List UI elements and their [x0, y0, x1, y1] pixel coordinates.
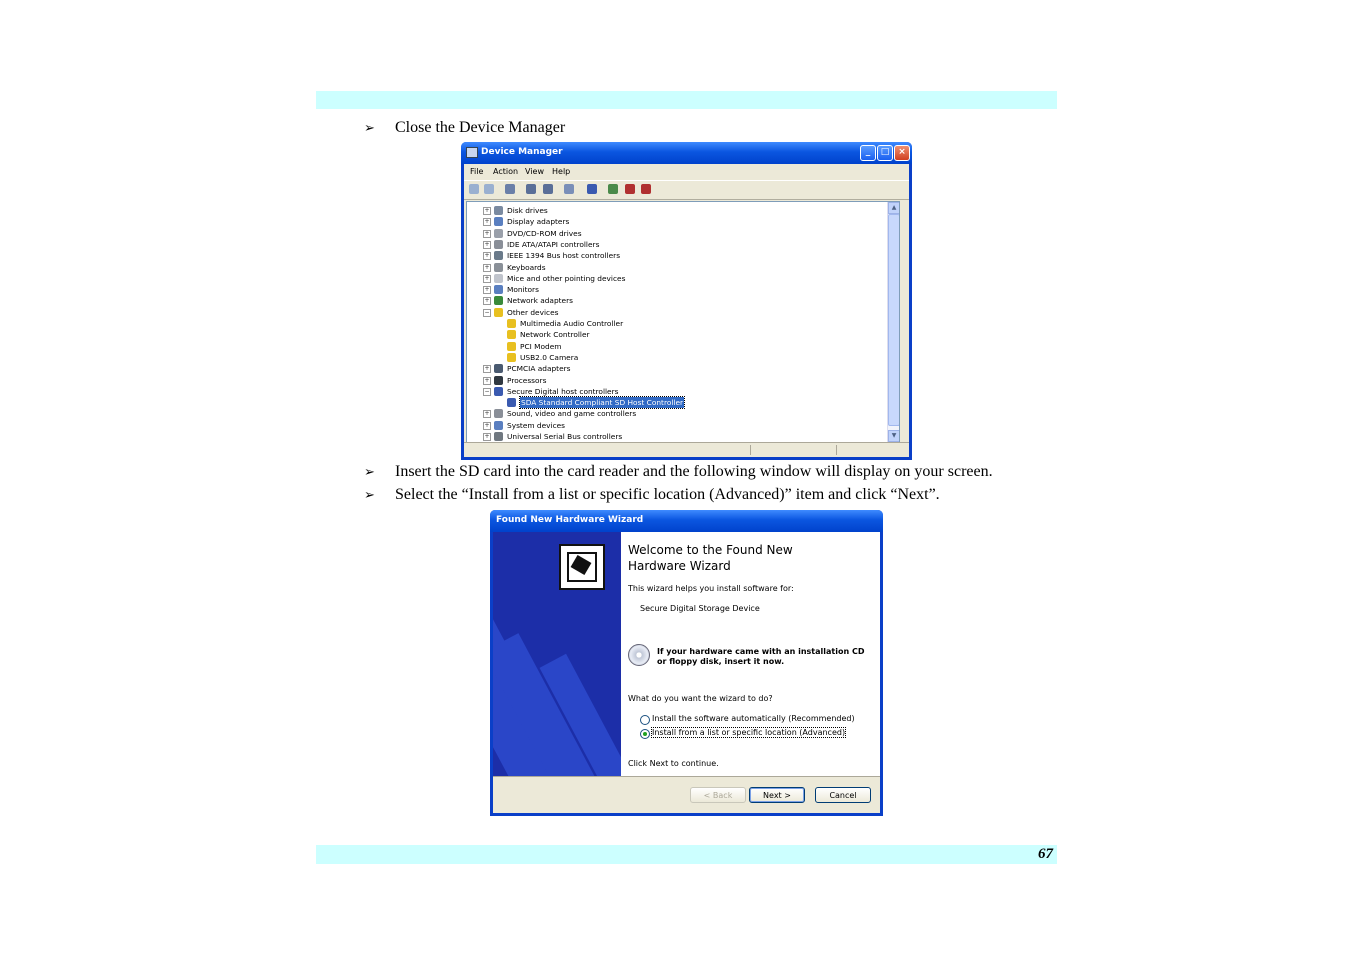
wizard-heading: Welcome to the Found New Hardware Wizard — [628, 543, 793, 573]
bullet-text: Insert the SD card into the card reader and the following window will display on your screen. — [395, 463, 993, 480]
device-tree-label: PCI Modem — [520, 341, 562, 351]
device-tree-label: Network Controller — [520, 330, 590, 340]
device-manager-body — [464, 164, 909, 457]
minimize-icon[interactable]: _ — [860, 145, 876, 161]
device-tree-item[interactable] — [467, 397, 887, 408]
bullet-text: Select the “Install from a list or specific location (Advanced)” item and click “Next”. — [395, 486, 940, 503]
wizard-button-bar — [493, 776, 880, 813]
device-category-icon — [494, 251, 503, 260]
device-tree-item[interactable] — [467, 250, 887, 261]
device-tree-label: PCMCIA adapters — [507, 364, 571, 374]
device-category-icon — [507, 330, 516, 339]
device-tree-item[interactable] — [467, 239, 887, 250]
device-tree-item[interactable] — [467, 341, 887, 352]
expand-icon[interactable]: + — [484, 286, 490, 294]
expand-icon[interactable]: + — [484, 218, 490, 226]
device-category-icon — [494, 285, 503, 294]
header-band — [316, 91, 1057, 109]
device-manager-window — [461, 142, 912, 460]
device-manager-title: Device Manager — [481, 147, 563, 157]
close-icon[interactable]: × — [894, 145, 910, 161]
device-category-icon — [507, 342, 516, 351]
device-tree-label: Network adapters — [507, 296, 573, 306]
device-tree-label: System devices — [507, 420, 566, 430]
scroll-down-icon[interactable]: ▼ — [888, 430, 900, 442]
device-tree-label: Keyboards — [507, 262, 546, 272]
expand-icon[interactable]: + — [484, 376, 490, 384]
hardware-wizard-icon — [559, 544, 605, 590]
radio-install-from-list[interactable] — [640, 729, 650, 739]
device-tree-item[interactable] — [467, 318, 887, 329]
expand-icon[interactable]: + — [484, 433, 490, 440]
device-tree-label: Display adapters — [507, 217, 570, 227]
wizard-device-name: Secure Digital Storage Device — [640, 604, 760, 613]
device-tree-item[interactable] — [467, 386, 887, 397]
option-install-automatically[interactable]: Install the software automatically (Recommended) — [652, 714, 855, 723]
vertical-scrollbar[interactable] — [887, 202, 899, 442]
next-button[interactable]: Next > — [749, 787, 805, 803]
device-tree-label: Monitors — [507, 285, 539, 295]
cancel-button[interactable]: Cancel — [815, 787, 871, 803]
device-tree-label: Mice and other pointing devices — [507, 273, 626, 283]
wizard-cd-notice: If your hardware came with an installation CD or floppy disk, insert it now. — [657, 647, 865, 666]
view-icon[interactable] — [505, 184, 515, 194]
scan-hardware-icon[interactable] — [587, 184, 597, 194]
footer-band — [316, 845, 1057, 864]
device-tree-item[interactable] — [467, 307, 887, 318]
arrow-bullet-icon: ➢ — [364, 488, 375, 503]
device-tree-label: IEEE 1394 Bus host controllers — [507, 251, 621, 261]
device-category-icon — [494, 206, 503, 215]
expand-icon[interactable]: + — [484, 421, 490, 429]
back-arrow-icon[interactable] — [469, 184, 479, 194]
scroll-up-icon[interactable]: ▲ — [888, 202, 900, 214]
wizard-side-banner — [493, 532, 621, 777]
device-category-icon — [494, 432, 503, 441]
device-tree-item[interactable] — [467, 295, 887, 306]
bullet-insert-sd-card — [364, 463, 993, 481]
expand-icon[interactable]: + — [484, 365, 490, 373]
device-category-icon — [494, 387, 503, 396]
device-category-icon — [494, 296, 503, 305]
device-category-icon — [494, 421, 503, 430]
device-tree-label: DVD/CD-ROM drives — [507, 228, 582, 238]
update-driver-icon[interactable] — [608, 184, 618, 194]
page-number: 67 — [1038, 846, 1053, 862]
device-tree-item[interactable] — [467, 329, 887, 340]
disable-icon[interactable] — [641, 184, 651, 194]
found-new-hardware-wizard — [490, 510, 883, 816]
device-tree-label: Universal Serial Bus controllers — [507, 432, 623, 441]
wizard-title: Found New Hardware Wizard — [496, 515, 644, 525]
device-tree-label: Secure Digital host controllers — [507, 386, 619, 396]
device-tree-label: Multimedia Audio Controller — [520, 319, 624, 328]
device-category-icon — [494, 263, 503, 272]
expand-icon[interactable]: + — [484, 240, 490, 248]
device-tree-item[interactable] — [467, 262, 887, 273]
device-tree-item[interactable] — [467, 273, 887, 284]
device-category-icon — [494, 217, 503, 226]
device-tree-label: Sound, video and game controllers — [507, 409, 637, 419]
status-bar — [464, 442, 909, 457]
device-tree — [466, 201, 900, 443]
device-tree-item[interactable] — [467, 420, 887, 431]
device-category-icon — [494, 229, 503, 238]
status-divider — [836, 445, 838, 455]
device-tree-label: Disk drives — [507, 206, 548, 215]
device-category-icon — [494, 240, 503, 249]
expand-icon[interactable]: + — [484, 410, 490, 418]
menu-view[interactable]: View — [525, 167, 544, 176]
device-tree-item[interactable] — [467, 363, 887, 374]
device-category-icon — [494, 364, 503, 373]
device-category-icon — [507, 398, 516, 407]
device-category-icon — [507, 353, 516, 362]
expand-icon[interactable]: + — [484, 252, 490, 260]
forward-arrow-icon[interactable] — [484, 184, 494, 194]
device-category-icon — [507, 319, 516, 328]
device-tree-item[interactable] — [467, 205, 887, 216]
device-tree-item[interactable] — [467, 216, 887, 227]
device-tree-item[interactable] — [467, 408, 887, 419]
device-tree-label: Other devices — [507, 307, 559, 317]
expand-icon[interactable]: + — [484, 297, 490, 305]
expand-icon[interactable]: + — [484, 207, 490, 214]
wizard-continue-text: Click Next to continue. — [628, 759, 719, 768]
expand-icon[interactable]: + — [484, 229, 490, 237]
back-button[interactable]: < Back — [690, 787, 746, 803]
arrow-bullet-icon: ➢ — [364, 465, 375, 480]
bullet-text: Close the Device Manager — [395, 119, 566, 136]
maximize-icon[interactable]: □ — [877, 145, 893, 161]
device-tree-item[interactable] — [467, 228, 887, 239]
device-category-icon — [494, 274, 503, 283]
collapse-icon[interactable]: − — [484, 308, 490, 316]
device-tree-item[interactable] — [467, 375, 887, 386]
menu-help[interactable]: Help — [552, 167, 571, 176]
device-tree-item[interactable] — [467, 352, 887, 363]
option-install-from-list[interactable]: Install from a list or specific location (Advanced) — [652, 728, 846, 737]
print-icon[interactable] — [543, 184, 553, 194]
uninstall-icon[interactable] — [625, 184, 635, 194]
device-tree-label: IDE ATA/ATAPI controllers — [507, 239, 600, 249]
toolbar — [464, 180, 909, 200]
bullet-select-install-option — [364, 486, 940, 504]
device-category-icon — [494, 376, 503, 385]
collapse-icon[interactable]: − — [484, 387, 490, 395]
arrow-bullet-icon: ➢ — [364, 121, 375, 136]
device-category-icon — [494, 308, 503, 317]
device-category-icon — [494, 409, 503, 418]
wizard-body — [493, 532, 880, 813]
wizard-titlebar[interactable] — [490, 510, 883, 532]
menu-bar — [464, 164, 909, 178]
device-tree-label: Processors — [507, 375, 547, 385]
cd-icon — [628, 644, 650, 666]
status-divider — [750, 445, 752, 455]
device-manager-app-icon — [466, 147, 478, 158]
expand-icon[interactable]: + — [484, 274, 490, 282]
wizard-question: What do you want the wizard to do? — [628, 694, 773, 703]
scroll-thumb[interactable] — [888, 214, 900, 426]
menu-action[interactable]: Action — [493, 167, 519, 176]
help-icon[interactable] — [564, 184, 574, 194]
device-tree-label: SDA Standard Compliant SD Host Controller — [521, 398, 684, 408]
wizard-intro: This wizard helps you install software for: — [628, 584, 794, 593]
device-manager-titlebar[interactable] — [461, 142, 912, 164]
properties-icon[interactable] — [526, 184, 536, 194]
device-tree-item[interactable] — [467, 431, 887, 442]
device-tree-item[interactable] — [467, 284, 887, 295]
menu-file[interactable]: File — [470, 167, 484, 176]
device-tree-label: USB2.0 Camera — [520, 352, 579, 362]
expand-icon[interactable]: + — [484, 263, 490, 271]
bullet-close-device-manager — [364, 119, 565, 137]
radio-install-automatically[interactable] — [640, 715, 650, 725]
